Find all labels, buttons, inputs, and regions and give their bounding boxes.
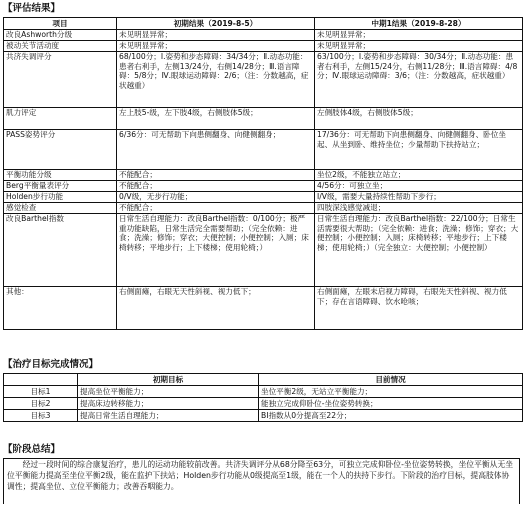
table-row [4, 287, 523, 330]
goal-name: 目标1 [4, 386, 78, 398]
row-item: 感觉检查 [4, 203, 117, 214]
row-item: Berg平衡量表评分 [4, 181, 117, 192]
row-mid: 右侧面瘫，左眼未启视力障碍，右眼先天性斜视、视力低下；存在言语障碍、饮水呛咳； [315, 287, 523, 330]
assessment-section-title: 【评估结果】 [3, 3, 61, 14]
row-initial: 未见明显异常； [117, 41, 315, 52]
row-item: PASS姿势评分 [4, 130, 117, 170]
header-initial-goal: 初期目标 [78, 374, 259, 386]
table-row [4, 52, 523, 108]
goal-status: 坐位平衡2级，无站立平衡能力； [259, 386, 523, 398]
summary-text: 经过一段时间的综合康复治疗，患儿的运动功能较前改善。共济失调评分从68分降至63分，可独立完成仰卧位-坐位姿势转换，坐位平衡从无坐位平衡能力提高至坐位平衡2级，能在监护下扶站；Holden步行功能从0级提高至1级，能在一个人的扶持下步行。下阶段的治疗目标，提高肢体协调性；提高坐位、立位平衡能力；改善吞咽能力。 [7, 460, 514, 491]
table-row [4, 386, 523, 398]
row-item: 共济失调评分 [4, 52, 117, 108]
row-initial: 右侧面瘫，右眼无天性斜视、视力低下； [117, 287, 315, 330]
goal-name: 目标2 [4, 398, 78, 410]
row-initial: 不能配合； [117, 181, 315, 192]
table-row [4, 192, 523, 203]
goal-name: 目标3 [4, 410, 78, 422]
header-blank [4, 374, 78, 386]
row-item: 改良Barthel指数 [4, 214, 117, 287]
row-item: 其他： [4, 287, 117, 330]
row-mid: I/V级，需要大量持续性帮助下步行； [315, 192, 523, 203]
row-item: 肌力评定 [4, 108, 117, 130]
table-row [4, 108, 523, 130]
table-header-row [4, 18, 523, 30]
row-initial: 6/36分：可无帮助下向患侧翻身、向健侧翻身； [117, 130, 315, 170]
header-initial: 初期结果（2019-8-5） [117, 18, 315, 30]
table-row [4, 398, 523, 410]
row-initial: 不能配合； [117, 203, 315, 214]
table-row [4, 410, 523, 422]
table-row [4, 41, 523, 52]
row-initial: 未见明显异常； [117, 30, 315, 41]
goal-initial: 提高坐位平衡能力； [78, 386, 259, 398]
table-row [4, 181, 523, 192]
goal-initial: 提高日常生活自理能力； [78, 410, 259, 422]
row-initial: 不能配合； [117, 170, 315, 181]
row-item: 平衡功能分级 [4, 170, 117, 181]
assessment-table [3, 17, 523, 330]
goal-status: BI指数从0分提高至22分； [259, 410, 523, 422]
goal-initial: 提高床边转移能力； [78, 398, 259, 410]
row-initial: 68/100分；Ⅰ.姿势和步态障碍：34/34分；Ⅱ.动态功能：患者右利手，左侧13/24分，右侧14/28分；Ⅲ.语言障碍：5/8分；Ⅳ.眼球运动障碍：2/6；（注：分数越高，症状越重） [117, 52, 315, 108]
summary-section-title: 【阶段总结】 [3, 444, 61, 455]
row-item: 被动关节活动度 [4, 41, 117, 52]
goal-status: 能独立完成仰卧位-坐位姿势转换； [259, 398, 523, 410]
table-row [4, 214, 523, 287]
row-mid: 四肢深浅感觉减退； [315, 203, 523, 214]
row-initial: 0/V级，无步行功能； [117, 192, 315, 203]
header-item: 项目 [4, 18, 117, 30]
table-row [4, 30, 523, 41]
row-item: 改良Ashworth分级 [4, 30, 117, 41]
row-item: Holden步行功能 [4, 192, 117, 203]
row-mid: 17/36分：可无帮助下向患侧翻身、向健侧翻身、卧位坐起、从坐到卧、维持坐位；少量帮助下扶持站立； [315, 130, 523, 170]
goals-section-title: 【治疗目标完成情况】 [3, 359, 99, 370]
row-mid: 未见明显异常； [315, 41, 523, 52]
row-mid: 左侧肢体4级，右侧肢体5级； [315, 108, 523, 130]
row-mid: 日常生活自理能力：改良Barthel指数：22/100分；日常生活需要很大帮助；（完全依赖：进食；洗澡；修饰；穿衣；大便控制；小便控制；入厕；床椅转移；平地步行；上下楼梯；使用轮椅；）（完全独立：大便控制；小便控制） [315, 214, 523, 287]
row-mid: 4/56分：可独立坐； [315, 181, 523, 192]
table-row [4, 170, 523, 181]
row-initial: 日常生活自理能力：改良Barthel指数：0/100分；极严重功能缺陷，日常生活完全需要帮助；（完全依赖：进食；洗澡；修饰；穿衣；大便控制；小便控制；入厕；床椅转移；平地步行；上下楼梯；使用轮椅；） [117, 214, 315, 287]
row-mid: 63/100分；Ⅰ.姿势和步态障碍：30/34分；Ⅱ.动态功能：患者右利手，左侧15/24分，右侧11/28分；Ⅲ.语言障碍：4/8分；Ⅳ.眼球运动障碍：3/6；（注：分数越高，症状越重） [315, 52, 523, 108]
row-mid: 未见明显异常； [315, 30, 523, 41]
summary-box [3, 458, 520, 504]
table-header-row [4, 374, 523, 386]
row-mid: 坐位2级，不能独立站立； [315, 170, 523, 181]
row-initial: 左上肢5-级，左下肢4级，右侧肢体5级； [117, 108, 315, 130]
table-row [4, 130, 523, 170]
header-mid: 中期1结果（2019-8-28） [315, 18, 523, 30]
table-row [4, 203, 523, 214]
header-current-status: 目前情况 [259, 374, 523, 386]
goals-table [3, 373, 523, 422]
